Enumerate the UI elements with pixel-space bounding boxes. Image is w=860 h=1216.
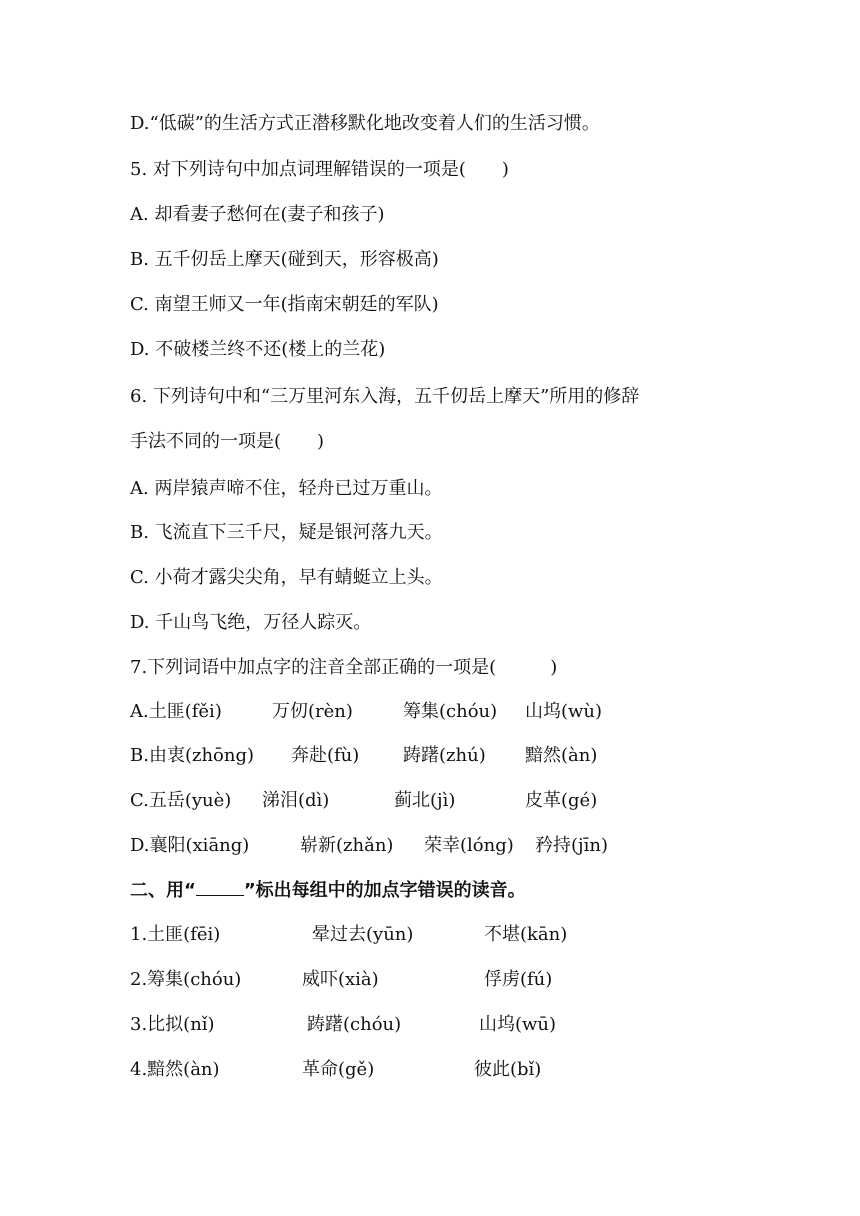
s2-4-3: 彼此(bǐ): [474, 1059, 542, 1080]
q7-d-2: 崭新(zhǎn): [300, 835, 394, 856]
q4-option-d: D.“低碳”的生活方式正潜移默化地改变着人们的生活习惯。: [130, 113, 600, 134]
s2-2-1: 2.筹集(chóu): [130, 969, 242, 990]
q5-option-c: C. 南望王师又一年(指南宋朝廷的军队): [130, 294, 439, 315]
q5-option-d: D. 不破楼兰终不还(楼上的兰花): [130, 339, 386, 360]
underline-blank: [196, 879, 244, 896]
section-2-heading-suffix: ”标出每组中的加点字错误的读音。: [243, 880, 526, 901]
q6-option-d: D. 千山鸟飞绝，万径人踪灭。: [130, 612, 372, 633]
q7-d-1: D.襄阳(xiāng): [130, 835, 250, 856]
question-7: 7.下列词语中加点字的注音全部正确的一项是( ): [130, 657, 558, 678]
s2-1-1: 1.土匪(fēi): [130, 924, 221, 945]
q7-c-4: 皮革(gé): [525, 790, 598, 811]
q6-option-a: A. 两岸猿声啼不住，轻舟已过万重山。: [130, 478, 443, 499]
q7-a-4: 山坞(wù): [525, 701, 603, 722]
s2-4-2: 革命(gě): [302, 1059, 375, 1080]
s2-3-3: 山坞(wū): [479, 1014, 557, 1035]
s2-2-3: 俘虏(fú): [484, 969, 553, 990]
s2-2-2: 威吓(xià): [302, 969, 379, 990]
q7-b-2: 奔赴(fù): [291, 745, 360, 766]
q7-d-3: 荣幸(lóng): [424, 835, 514, 856]
q7-c-2: 涕泪(dì): [262, 790, 330, 811]
q7-d-4: 矜持(jīn): [535, 835, 608, 856]
q5-option-a: A. 却看妻子愁何在(妻子和孩子): [130, 204, 385, 225]
question-6-line-1: 6. 下列诗句中和“三万里河东入海，五千仞岳上摩天”所用的修辞: [130, 386, 640, 407]
s2-3-2: 踌躇(chóu): [307, 1014, 402, 1035]
q6-option-c: C. 小荷才露尖尖角，早有蜻蜓立上头。: [130, 567, 443, 588]
q7-c-1: C.五岳(yuè): [130, 790, 232, 811]
q7-a-3: 筹集(chóu): [403, 701, 498, 722]
q5-option-b: B. 五千仞岳上摩天(碰到天，形容极高): [130, 249, 439, 270]
q7-c-3: 蓟北(jì): [394, 790, 456, 811]
q7-b-4: 黯然(àn): [525, 745, 598, 766]
s2-1-3: 不堪(kān): [484, 924, 568, 945]
q7-a-1: A.土匪(fěi): [130, 701, 222, 722]
section-2-heading-prefix: 二、用“: [130, 880, 196, 901]
s2-1-2: 晕过去(yūn): [312, 924, 414, 945]
question-5: 5. 对下列诗句中加点词理解错误的一项是( ): [130, 159, 509, 180]
q7-b-3: 踌躇(zhú): [403, 745, 486, 766]
question-6-line-2: 手法不同的一项是( ): [130, 431, 325, 452]
q7-a-2: 万仞(rèn): [272, 701, 353, 722]
s2-4-1: 4.黯然(àn): [130, 1059, 220, 1080]
section-2-heading: [130, 879, 526, 903]
s2-3-1: 3.比拟(nǐ): [130, 1014, 215, 1035]
q7-b-1: B.由衷(zhōng): [130, 745, 255, 766]
q6-option-b: B. 飞流直下三千尺，疑是银河落九天。: [130, 522, 443, 543]
